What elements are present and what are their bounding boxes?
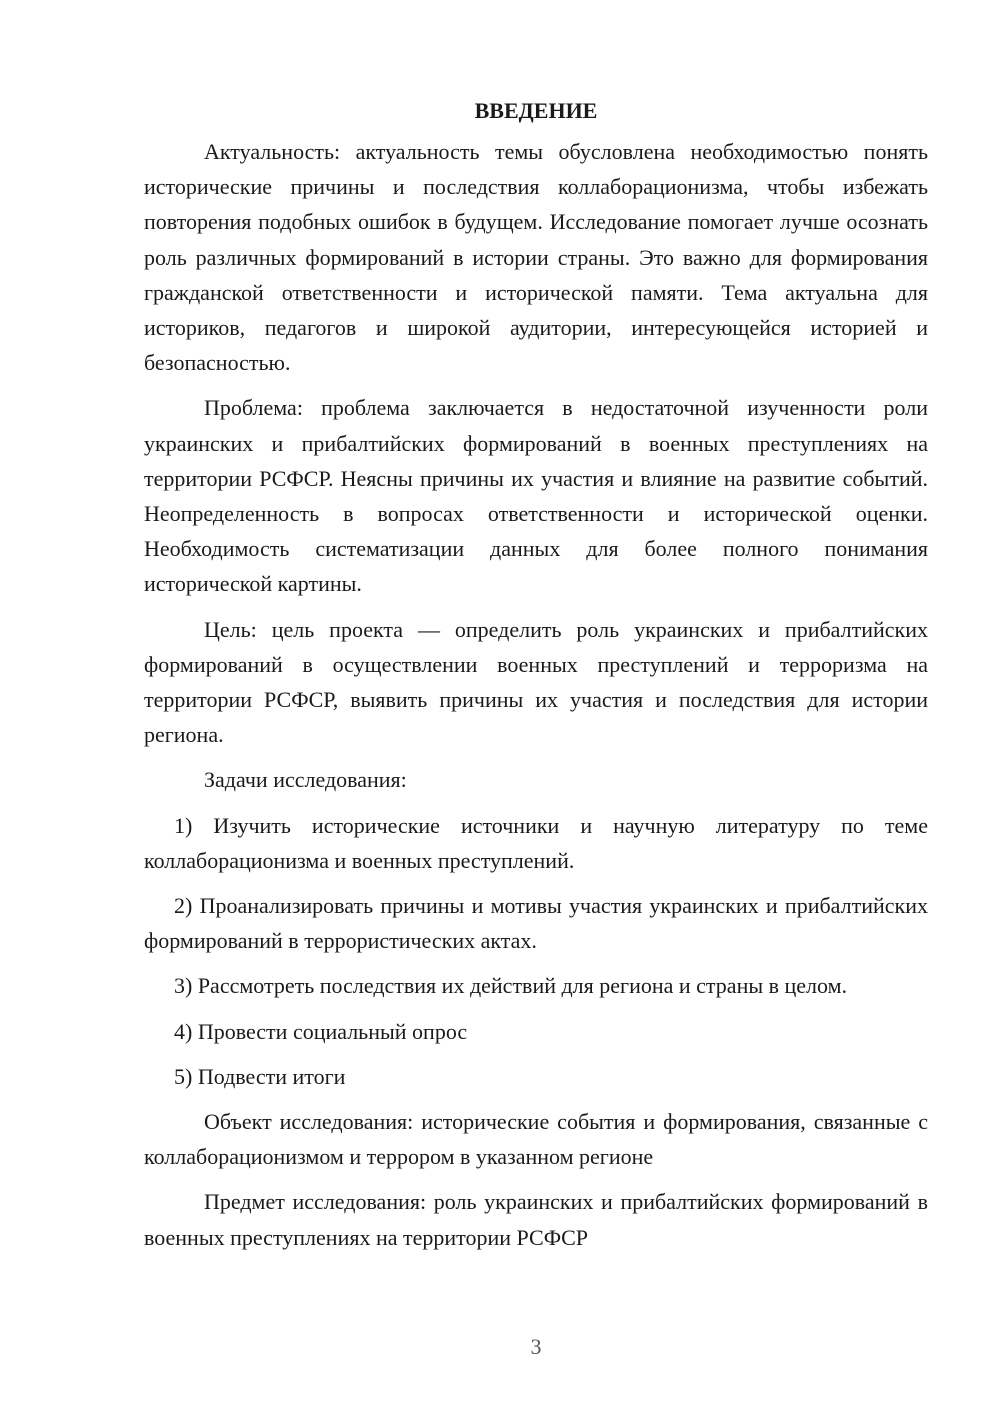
paragraph-goal: Цель: цель проекта — определить роль украинских и прибалтийских формирований в осуществлении военных преступлений и терроризма на территории РСФСР, выявить причины их участия и последствия для истории региона. (144, 616, 928, 748)
section-title: ВВЕДЕНИЕ (474, 98, 598, 123)
tasks-heading: Задачи исследования: (204, 767, 407, 793)
document-page (144, 94, 928, 1265)
task-item-4: 4) Провести социальный опрос (174, 1018, 468, 1044)
task-item-2: 2) Проанализировать причины и мотивы участия украинских и прибалтийских формирований в террористических актах. (144, 893, 928, 954)
page-number: 3 (530, 1334, 542, 1359)
task-item-5: 5) Подвести итоги (174, 1063, 346, 1089)
paragraph-relevance: Актуальность: актуальность темы обусловлена необходимостью понять исторические причины и последствия коллаборационизма, чтобы избежать повторения подобных ошибок в будущем. Исследование помогает лучше осознать роль различных формирований в истории страны. Это важно для формирования гражданской ответственности и исторической памяти. Тема актуальна для историков, педагогов и широкой аудитории, интересующейся историей и безопасностью. (144, 139, 928, 376)
task-item-1: 1) Изучить исторические источники и научную литературу по теме коллаборационизма и военных преступлений. (144, 812, 928, 873)
paragraph-subject: Предмет исследования: роль украинских и прибалтийских формирований в военных преступлениях на территории РСФСР (144, 1189, 928, 1250)
paragraph-problem: Проблема: проблема заключается в недостаточной изученности роли украинских и прибалтийских формирований в военных преступлениях на территории РСФСР. Неясны причины их участия и влияние на развитие событий. Неопределенность в вопросах ответственности и исторической оценки. Необходимость систематизации данных для более полного понимания исторической картины. (144, 395, 928, 597)
task-item-3: 3) Рассмотреть последствия их действий для региона и страны в целом. (174, 973, 848, 999)
paragraph-object: Объект исследования: исторические события и формирования, связанные с коллаборационизмом и террором в указанном регионе (144, 1109, 928, 1170)
